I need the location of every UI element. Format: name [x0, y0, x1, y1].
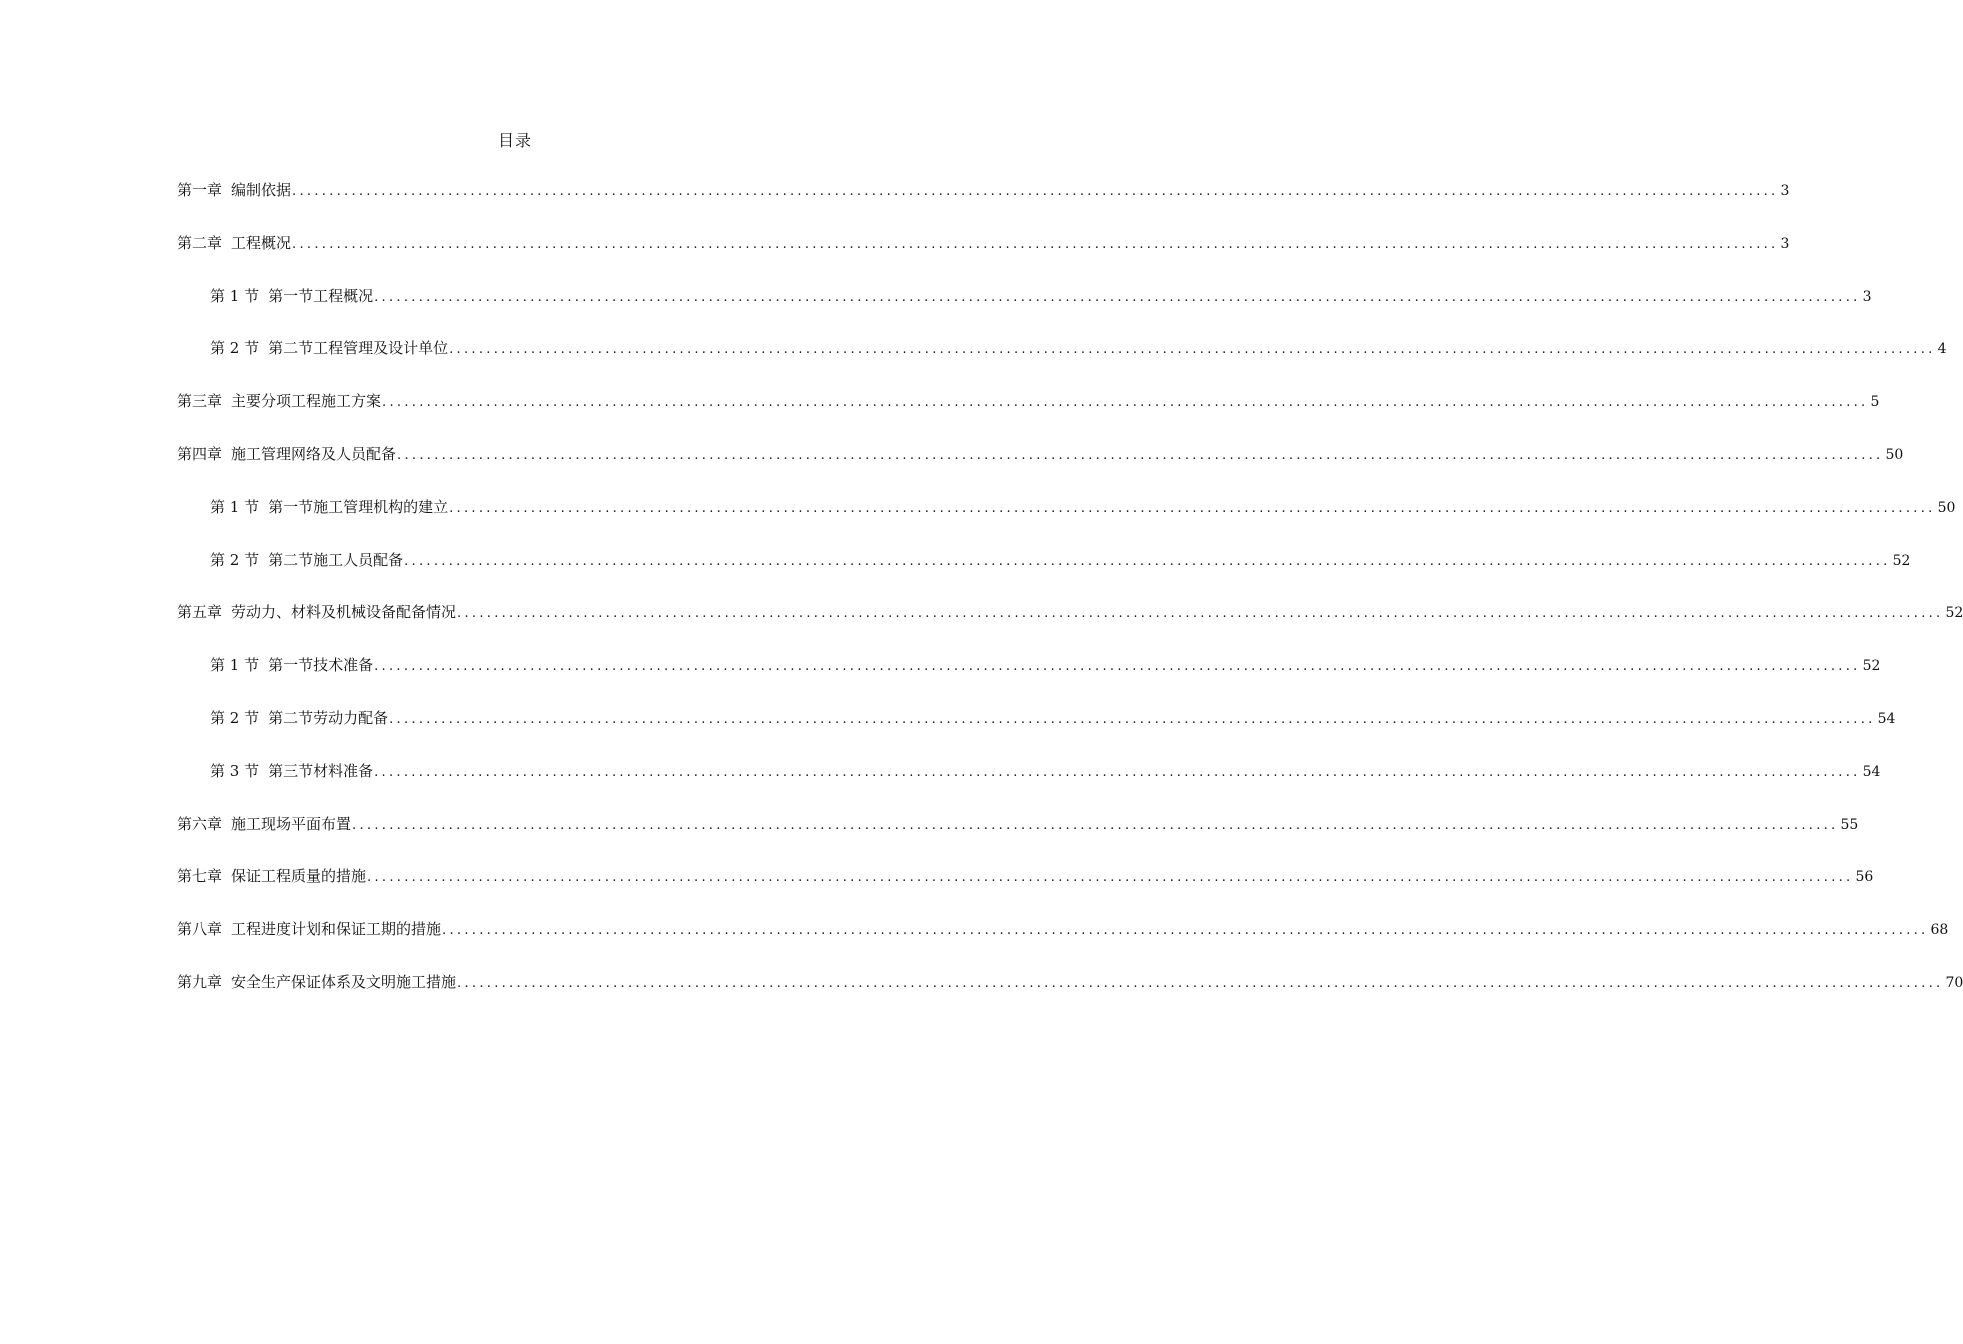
- toc-entry-label: 施工现场平面布置: [231, 814, 352, 833]
- toc-entry-page: 52: [1892, 552, 1911, 569]
- toc-chapter-entry[interactable]: [177, 599, 1963, 652]
- toc-entry-label: 第二节劳动力配备: [268, 708, 389, 727]
- toc-entry-page: 3: [1780, 235, 1790, 252]
- toc-entry-page: 50: [1885, 446, 1904, 463]
- toc-entry-number: 第 1 节: [210, 286, 260, 305]
- toc-leader-dots: ........................................................................................................................................................................................................: [457, 606, 1944, 622]
- toc-entry-page: 54: [1862, 763, 1881, 780]
- toc-entry-number: 第 1 节: [210, 497, 260, 516]
- toc-entry-label: 第一节技术准备: [268, 656, 374, 675]
- toc-chapter-entry[interactable]: [177, 441, 1904, 494]
- toc-entry-label: 工程概况: [231, 233, 292, 252]
- toc-entry-label: 安全生产保证体系及文明施工措施: [231, 972, 457, 991]
- toc-leader-dots: ........................................................................................................................................................................................................: [449, 500, 1936, 516]
- toc-entry-number: 第二章: [177, 233, 223, 252]
- toc-entry-page: 54: [1877, 710, 1896, 727]
- toc-leader-dots: ........................................................................................................................................................................................................: [389, 711, 1876, 727]
- toc-entry-page: 52: [1862, 658, 1881, 675]
- toc-entry-number: 第三章: [177, 392, 223, 411]
- toc-leader-dots: ........................................................................................................................................................................................................: [374, 764, 1861, 780]
- toc-entry-number: 第 1 节: [210, 656, 260, 675]
- toc-entry-number: 第五章: [177, 603, 223, 622]
- toc-entry-number: 第七章: [177, 867, 223, 886]
- toc-entry-page: 50: [1937, 499, 1956, 516]
- toc-entry-page: 3: [1780, 183, 1790, 199]
- toc-leader-dots: ........................................................................................................................................................................................................: [397, 447, 1884, 463]
- toc-entry-number: 第四章: [177, 444, 223, 463]
- toc-entry-number: 第一章: [177, 181, 223, 199]
- toc-entry-page: 68: [1930, 922, 1949, 939]
- toc-section-entry[interactable]: [177, 335, 1947, 388]
- toc-chapter-entry[interactable]: [177, 969, 1963, 1022]
- toc-entry-label: 第一节施工管理机构的建立: [268, 497, 449, 516]
- toc-entry-label: 施工管理网络及人员配备: [231, 444, 397, 463]
- toc-entry-number: 第 2 节: [210, 708, 260, 727]
- toc-entry-number: 第八章: [177, 920, 223, 939]
- toc-chapter-entry[interactable]: [177, 916, 1949, 969]
- toc-entry-page: 5: [1870, 394, 1880, 411]
- toc-section-entry[interactable]: [177, 652, 1881, 705]
- toc-leader-dots: ........................................................................................................................................................................................................: [442, 923, 1929, 939]
- toc-section-entry[interactable]: [177, 705, 1896, 758]
- toc-entry-label: 第一节工程概况: [268, 286, 374, 305]
- toc-section-entry[interactable]: [177, 758, 1881, 811]
- toc-entry-label: 第三节材料准备: [268, 761, 374, 780]
- toc-entry-page: 4: [1937, 341, 1947, 358]
- toc-chapter-entry[interactable]: [177, 388, 1880, 441]
- toc-title: 目录: [497, 131, 532, 150]
- toc-entry-label: 第二节工程管理及设计单位: [268, 339, 449, 358]
- toc-entry-number: 第 3 节: [210, 761, 260, 780]
- toc-entry-number: 第六章: [177, 814, 223, 833]
- toc-leader-dots: ........................................................................................................................................................................................................: [374, 659, 1861, 675]
- toc-entry-number: 第 2 节: [210, 550, 260, 569]
- toc-leader-dots: ........................................................................................................................................................................................................: [404, 553, 1891, 569]
- toc-section-entry[interactable]: [177, 283, 1872, 336]
- toc-leader-dots: ........................................................................................................................................................................................................: [292, 236, 1779, 252]
- toc-entry-label: 保证工程质量的措施: [231, 867, 367, 886]
- toc-chapter-entry[interactable]: [177, 177, 1790, 230]
- toc-entry-page: 55: [1840, 816, 1859, 833]
- toc-leader-dots: ........................................................................................................................................................................................................: [457, 975, 1944, 991]
- toc-chapter-entry[interactable]: [177, 811, 1859, 864]
- toc-entry-number: 第 2 节: [210, 339, 260, 358]
- toc-entry-label: 劳动力、材料及机械设备配备情况: [231, 603, 457, 622]
- toc-chapter-entry[interactable]: [177, 863, 1874, 916]
- toc-entry-page: 3: [1862, 288, 1872, 305]
- toc-leader-dots: ........................................................................................................................................................................................................: [292, 184, 1779, 199]
- toc-chapter-entry[interactable]: [177, 230, 1790, 283]
- toc-leader-dots: ........................................................................................................................................................................................................: [352, 817, 1839, 833]
- toc-entry-page: 70: [1945, 974, 1963, 991]
- toc-leader-dots: ........................................................................................................................................................................................................: [374, 289, 1861, 305]
- toc-leader-dots: ........................................................................................................................................................................................................: [449, 342, 1936, 358]
- toc-entry-label: 编制依据: [231, 181, 292, 199]
- toc-entry-label: 工程进度计划和保证工期的措施: [231, 920, 442, 939]
- toc-entry-label: 主要分项工程施工方案: [231, 392, 382, 411]
- toc-leader-dots: ........................................................................................................................................................................................................: [382, 395, 1869, 411]
- toc-list: [177, 177, 1963, 1022]
- toc-section-entry[interactable]: [177, 494, 1956, 547]
- toc-entry-number: 第九章: [177, 972, 223, 991]
- toc-entry-label: 第二节施工人员配备: [268, 550, 404, 569]
- toc-leader-dots: ........................................................................................................................................................................................................: [367, 870, 1854, 886]
- toc-section-entry[interactable]: [177, 547, 1911, 600]
- toc-entry-page: 52: [1945, 605, 1963, 622]
- toc-entry-page: 56: [1855, 869, 1874, 886]
